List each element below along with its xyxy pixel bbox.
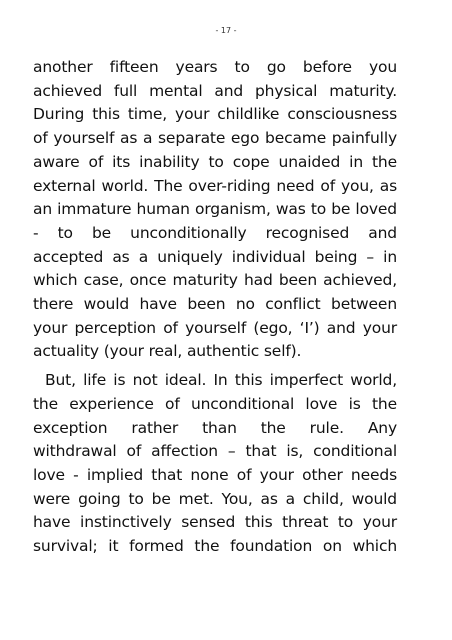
text-line: withdrawal of affection – that is, conditional (33, 442, 397, 461)
text-line: But, life is not ideal. In this imperfect world, (45, 371, 397, 390)
text-line: external world. The over-riding need of you, as (33, 176, 397, 195)
page-body (33, 56, 397, 559)
text-line: aware of its inability to cope unaided in the (33, 152, 397, 171)
text-line: another fifteen years to go before you (33, 58, 397, 76)
text-line: During this time, your childlike consciousness (33, 105, 397, 124)
text-line: love - implied that none of your other needs (33, 465, 397, 484)
text-line: achieved full mental and physical maturity. (33, 81, 397, 100)
text-line: your perception of yourself (ego, ‘I’) and your (33, 318, 397, 337)
text-line: have instinctively sensed this threat to your (33, 513, 397, 532)
page-number: - 17 - (215, 26, 237, 35)
text-line: the experience of unconditional love is the (33, 394, 397, 413)
text-line: there would have been no conflict between (33, 295, 397, 314)
text-line: of yourself as a separate ego became painfully (33, 129, 397, 148)
text-line: survival; it formed the foundation on which (33, 537, 397, 556)
text-line: an immature human organism, was to be loved (33, 200, 397, 219)
paragraph-2 (33, 369, 397, 559)
paragraph-1 (33, 56, 397, 364)
text-line: - to be unconditionally recognised and (33, 223, 397, 242)
text-line: accepted as a uniquely individual being – in (33, 247, 397, 266)
text-line: exception rather than the rule. Any (33, 418, 397, 437)
text-line: which case, once maturity had been achieved, (33, 271, 397, 290)
text-line: actuality (your real, authentic self). (33, 342, 302, 361)
text-line: were going to be met. You, as a child, would (33, 489, 397, 508)
